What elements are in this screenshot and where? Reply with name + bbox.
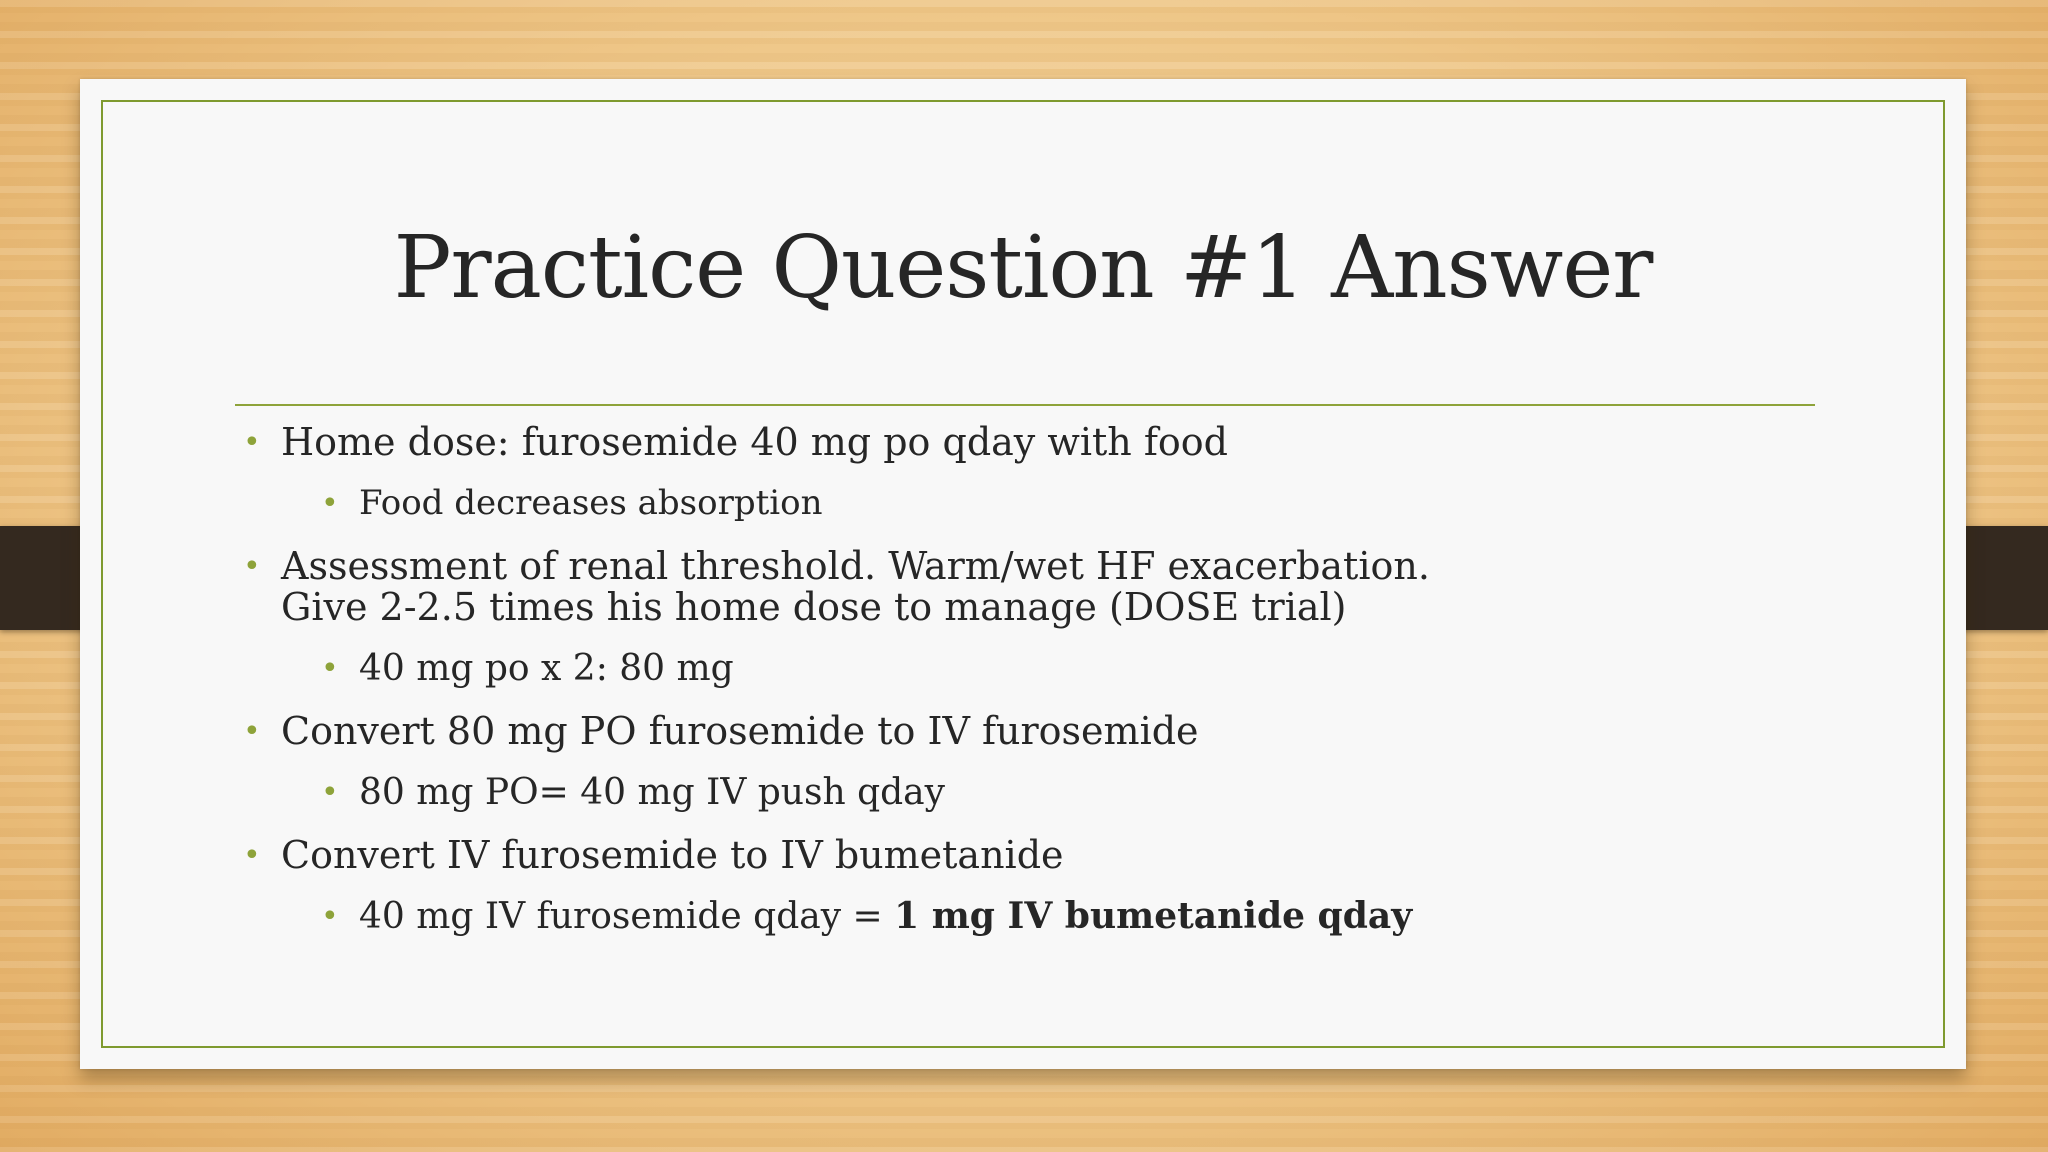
bullet-dot-icon: • [321, 775, 339, 810]
bullet-text: 40 mg po x 2: 80 mg [359, 648, 734, 689]
slide [80, 79, 1966, 1069]
bullet-dot-icon: • [321, 899, 339, 934]
bullet-text: 40 mg IV furosemide qday = [359, 896, 895, 937]
bullet-text: Food decreases absorption [359, 483, 823, 523]
sub-bullet-final-answer [235, 896, 1835, 937]
bullet-text: Home dose: furosemide 40 mg po qday with food [281, 420, 1228, 464]
bullet-list [235, 422, 1835, 959]
bullet-text-line-2: Give 2-2.5 times his home dose to manage (DOSE trial) [281, 585, 1347, 629]
bullet-text-line-1: Assessment of renal threshold. Warm/wet HF exacerbation. [281, 544, 1430, 588]
bullet-text: Convert 80 mg PO furosemide to IV furosemide [281, 709, 1199, 753]
bullet-assessment [235, 546, 1835, 628]
sub-bullet-food [235, 483, 1835, 524]
bullet-home-dose [235, 422, 1835, 463]
bullet-dot-icon: • [243, 549, 261, 584]
final-answer-text: 1 mg IV bumetanide qday [894, 895, 1413, 937]
slide-title: Practice Question #1 Answer [393, 218, 1653, 318]
sub-bullet-dose-calc [235, 648, 1835, 689]
bullet-convert-po-iv [235, 711, 1835, 752]
title-divider [235, 404, 1815, 406]
bullet-dot-icon: • [243, 838, 261, 873]
bullet-dot-icon: • [321, 651, 339, 686]
bullet-text: 80 mg PO= 40 mg IV push qday [359, 772, 945, 813]
bullet-convert-bumetanide [235, 835, 1835, 876]
bullet-dot-icon: • [243, 714, 261, 749]
bullet-text: Convert IV furosemide to IV bumetanide [281, 833, 1064, 877]
sub-bullet-po-iv-equivalence [235, 772, 1835, 813]
bullet-dot-icon: • [321, 486, 339, 521]
bullet-dot-icon: • [243, 425, 261, 460]
